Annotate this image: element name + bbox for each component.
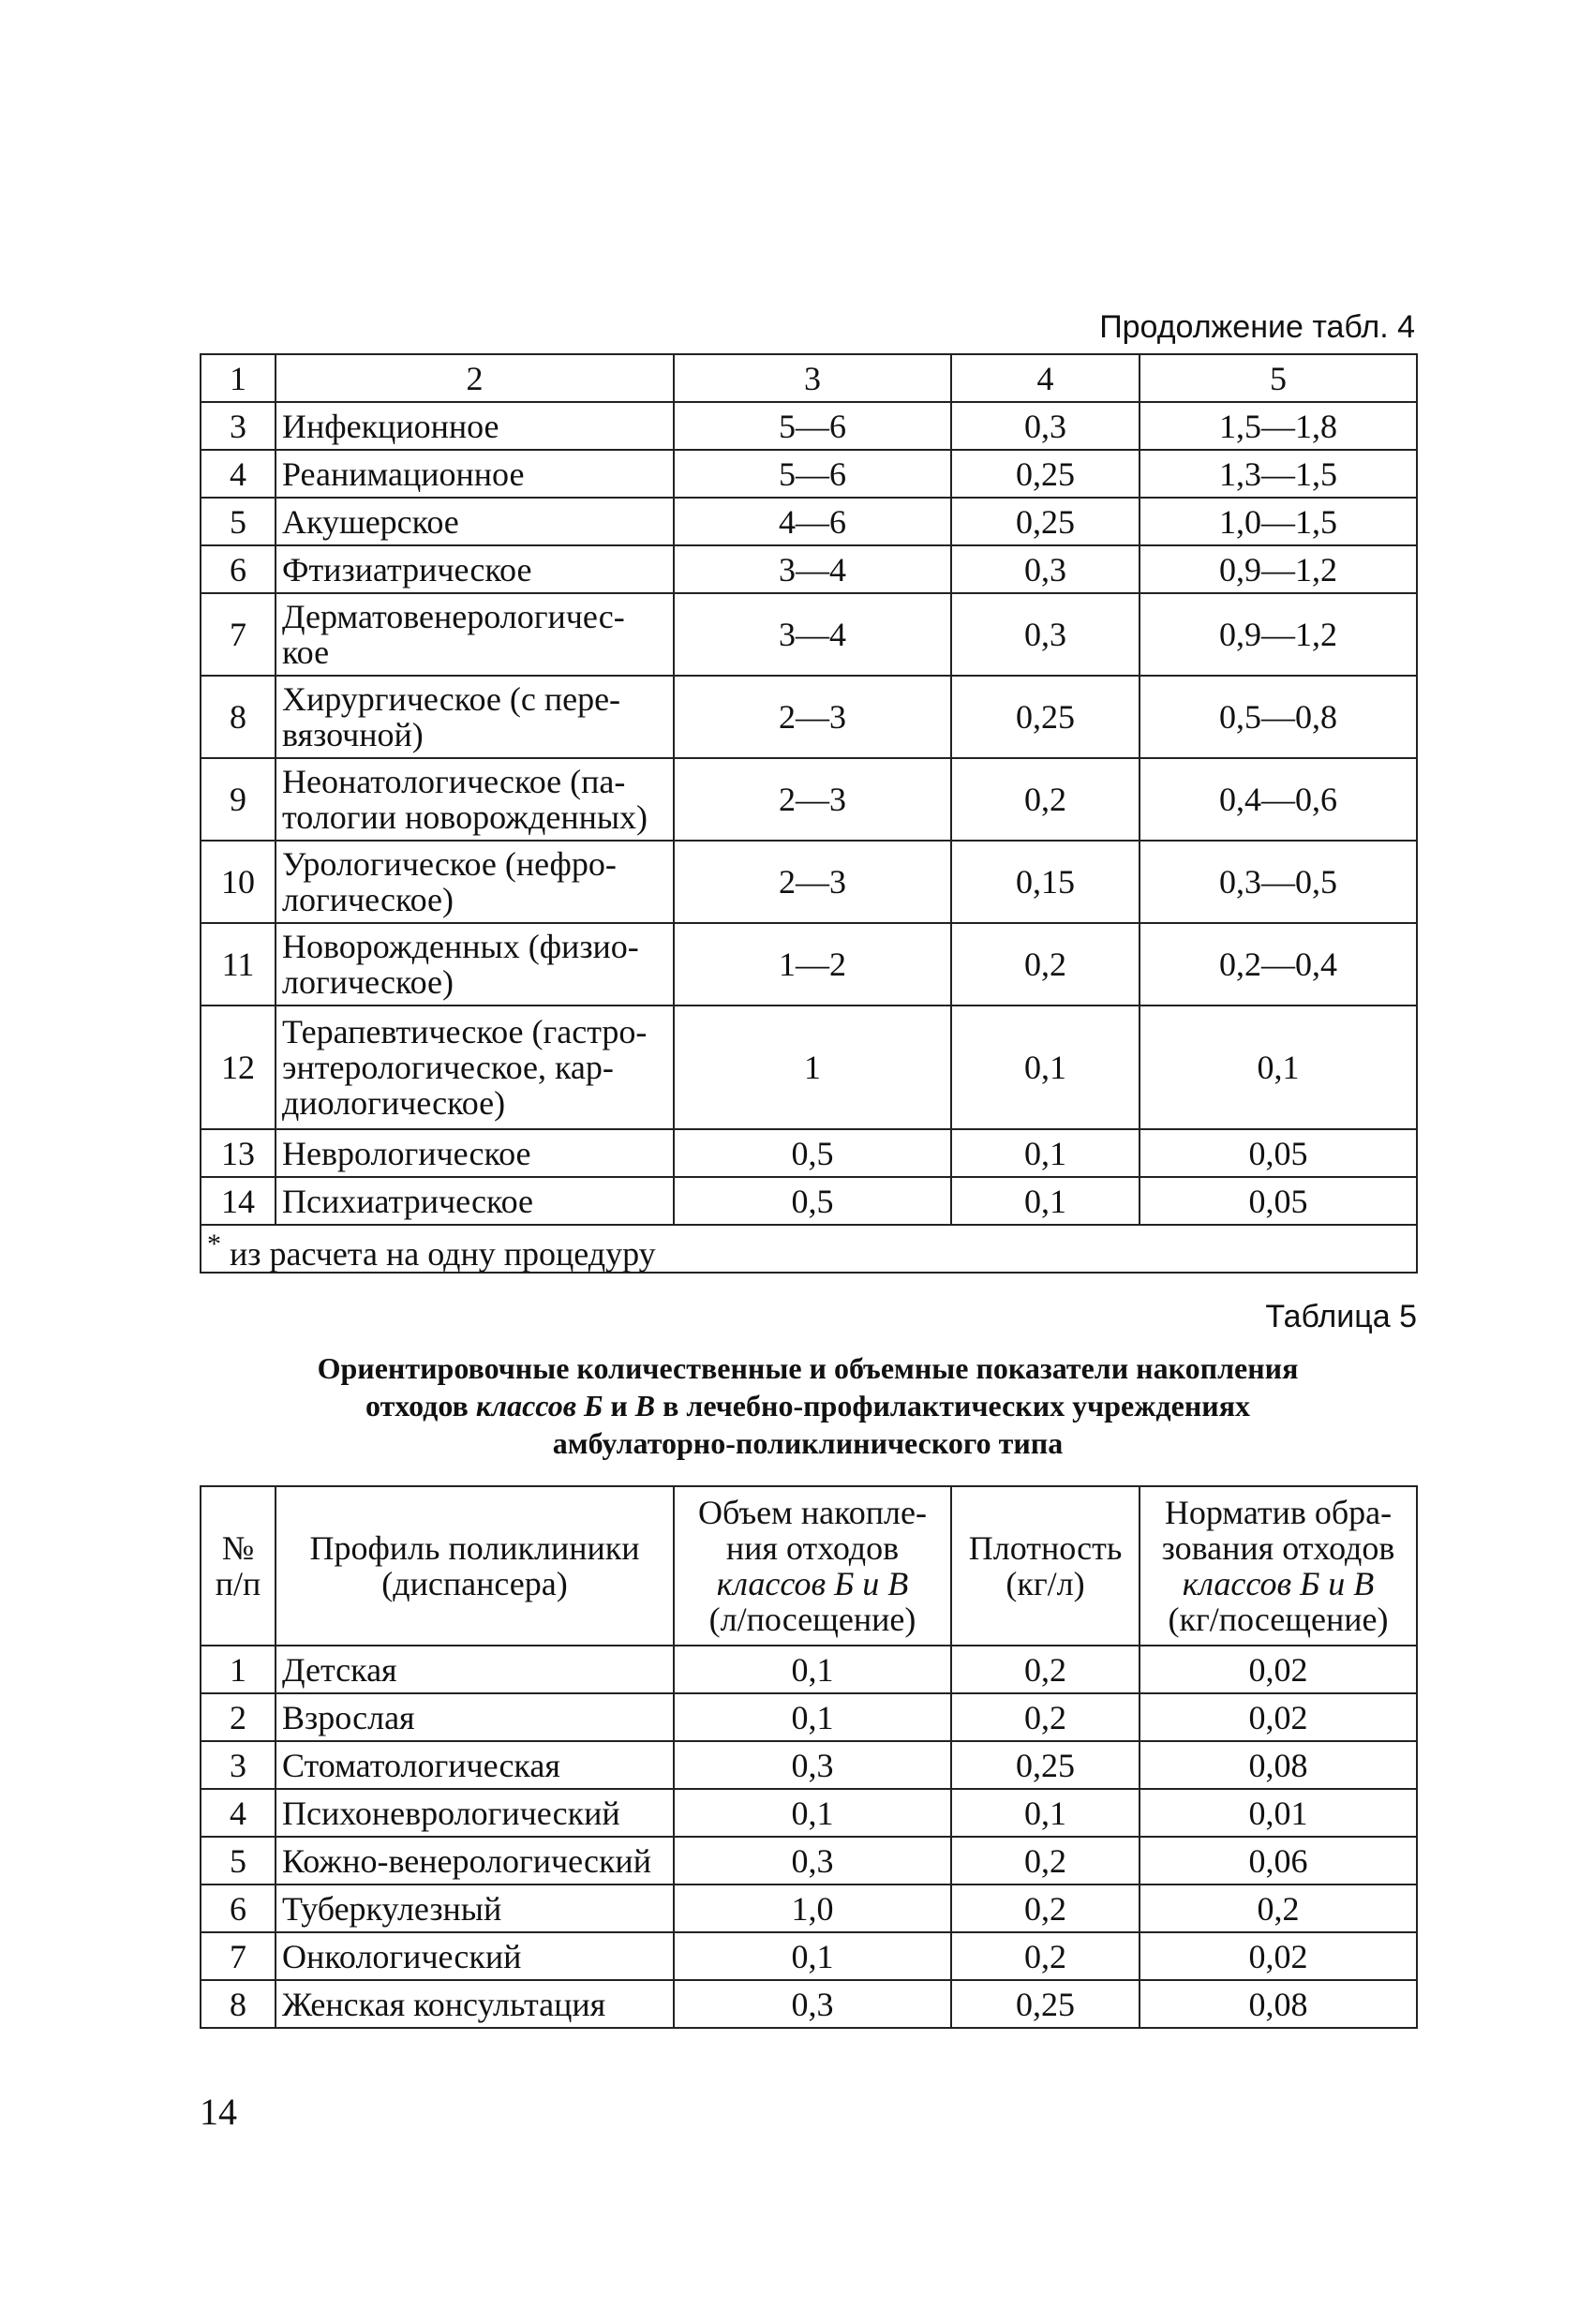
- row-number: 8: [201, 676, 276, 758]
- table-row: [201, 1177, 1417, 1225]
- table-5-header: [201, 1486, 1417, 1646]
- density-value: 0,2: [951, 1837, 1140, 1885]
- table-row: [201, 1789, 1417, 1837]
- col4-value: 0,1: [951, 1006, 1140, 1129]
- col4-value: 0,3: [951, 593, 1140, 676]
- col4-value: 0,25: [951, 450, 1140, 498]
- col5-value: 0,05: [1140, 1177, 1417, 1225]
- col4-value: 0,3: [951, 545, 1140, 593]
- row-number: 2: [201, 1693, 276, 1741]
- col3-value: 5—6: [674, 402, 951, 450]
- col4-value: 0,3: [951, 402, 1140, 450]
- col5-value: 0,5—0,8: [1140, 676, 1417, 758]
- col3-value: 0,5: [674, 1129, 951, 1177]
- department-name: [276, 593, 674, 676]
- norm-value: 0,08: [1140, 1741, 1417, 1789]
- table-5: [200, 1485, 1418, 2029]
- norm-value: 0,08: [1140, 1980, 1417, 2028]
- name-line: логическое): [282, 881, 454, 918]
- department-name: Акушерское: [276, 498, 674, 545]
- name-line: Дерматовенерологичес-: [282, 598, 625, 635]
- norm-value: 0,02: [1140, 1646, 1417, 1693]
- clinic-profile: Детская: [276, 1646, 674, 1693]
- row-number: 5: [201, 498, 276, 545]
- header-profile: Профиль поликлиники (диспансера): [276, 1486, 674, 1646]
- name-line: Новорожденных (физио-: [282, 928, 639, 965]
- table-row: [201, 1646, 1417, 1693]
- row-number: 12: [201, 1006, 276, 1129]
- row-number: 6: [201, 545, 276, 593]
- table-footnote-row: [201, 1225, 1417, 1273]
- name-line: кое: [282, 633, 330, 671]
- table-row: [201, 1837, 1417, 1885]
- row-number: 10: [201, 841, 276, 923]
- table-row: [201, 841, 1417, 923]
- col5-value: 0,9—1,2: [1140, 545, 1417, 593]
- col4-value: 0,2: [951, 758, 1140, 841]
- department-name: [276, 676, 674, 758]
- col5-value: 0,4—0,6: [1140, 758, 1417, 841]
- col3-value: 1—2: [674, 923, 951, 1006]
- name-line: вязочной): [282, 716, 424, 753]
- col-num-4: 4: [951, 354, 1140, 402]
- table-row: [201, 498, 1417, 545]
- department-name: [276, 1006, 674, 1129]
- footnote: [201, 1225, 1417, 1273]
- row-number: 7: [201, 1932, 276, 1980]
- clinic-profile: Психоневрологический: [276, 1789, 674, 1837]
- table-row: [201, 1741, 1417, 1789]
- name-line: Урологическое (нефро-: [282, 845, 617, 883]
- name-line: логическое): [282, 963, 454, 1001]
- header-volume: Объем накопле- ния отходов классов Б и В (л/посещение): [674, 1486, 951, 1646]
- density-value: 0,2: [951, 1932, 1140, 1980]
- name-line: Хирургическое (с пере-: [282, 680, 621, 718]
- volume-value: 0,1: [674, 1693, 951, 1741]
- department-name: Фтизиатрическое: [276, 545, 674, 593]
- row-number: 13: [201, 1129, 276, 1177]
- clinic-profile: Кожно-венерологический: [276, 1837, 674, 1885]
- col4-value: 0,15: [951, 841, 1140, 923]
- volume-value: 0,3: [674, 1837, 951, 1885]
- department-name: [276, 923, 674, 1006]
- department-name: Психиатрическое: [276, 1177, 674, 1225]
- clinic-profile: Женская консультация: [276, 1980, 674, 2028]
- col4-value: 0,2: [951, 923, 1140, 1006]
- table-row: [201, 1885, 1417, 1932]
- clinic-profile: Стоматологическая: [276, 1741, 674, 1789]
- col3-value: 2—3: [674, 758, 951, 841]
- header-number: № п/п: [201, 1486, 276, 1646]
- row-number: 6: [201, 1885, 276, 1932]
- table-row: [201, 1129, 1417, 1177]
- volume-value: 1,0: [674, 1885, 951, 1932]
- col3-value: 4—6: [674, 498, 951, 545]
- header-norm: Норматив обра- зования отходов классов Б и В (кг/посещение): [1140, 1486, 1417, 1646]
- col3-value: 3—4: [674, 593, 951, 676]
- table-row: [201, 1932, 1417, 1980]
- row-number: 5: [201, 1837, 276, 1885]
- volume-value: 0,3: [674, 1980, 951, 2028]
- volume-value: 0,1: [674, 1646, 951, 1693]
- row-number: 14: [201, 1177, 276, 1225]
- norm-value: 0,01: [1140, 1789, 1417, 1837]
- col4-value: 0,1: [951, 1177, 1140, 1225]
- row-number: 9: [201, 758, 276, 841]
- table-row: [201, 545, 1417, 593]
- department-name: [276, 758, 674, 841]
- title-line-1: Ориентировочные количественные и объемные показатели накопления: [317, 1351, 1299, 1385]
- table-row: [201, 1006, 1417, 1129]
- table-row: [201, 450, 1417, 498]
- volume-value: 0,3: [674, 1741, 951, 1789]
- col-num-1: 1: [201, 354, 276, 402]
- norm-value: 0,02: [1140, 1693, 1417, 1741]
- table-row: [201, 593, 1417, 676]
- col3-value: 1: [674, 1006, 951, 1129]
- page-number: 14: [200, 2091, 237, 2133]
- row-number: 11: [201, 923, 276, 1006]
- volume-value: 0,1: [674, 1932, 951, 1980]
- volume-value: 0,1: [674, 1789, 951, 1837]
- table-row: [201, 758, 1417, 841]
- col5-value: 0,05: [1140, 1129, 1417, 1177]
- header-density: Плотность (кг/л): [951, 1486, 1140, 1646]
- density-value: 0,25: [951, 1741, 1140, 1789]
- norm-value: 0,06: [1140, 1837, 1417, 1885]
- row-number: 8: [201, 1980, 276, 2028]
- density-value: 0,2: [951, 1693, 1140, 1741]
- row-number: 1: [201, 1646, 276, 1693]
- table-row: [201, 676, 1417, 758]
- department-name: Инфекционное: [276, 402, 674, 450]
- col3-value: 2—3: [674, 676, 951, 758]
- table-row: [201, 402, 1417, 450]
- col5-value: 0,1: [1140, 1006, 1417, 1129]
- col4-value: 0,25: [951, 498, 1140, 545]
- col5-value: 1,5—1,8: [1140, 402, 1417, 450]
- clinic-profile: Взрослая: [276, 1693, 674, 1741]
- row-number: 3: [201, 402, 276, 450]
- title-line-3: амбулаторно-поликлинического типа: [552, 1426, 1064, 1460]
- col3-value: 3—4: [674, 545, 951, 593]
- footnote-mark: *: [207, 1228, 221, 1259]
- col-num-2: 2: [276, 354, 674, 402]
- continuation-label: Продолжение табл. 4: [1099, 309, 1415, 345]
- clinic-profile: Онкологический: [276, 1932, 674, 1980]
- density-value: 0,25: [951, 1980, 1140, 2028]
- name-line: энтерологическое, кар-: [282, 1049, 614, 1086]
- col5-value: 0,3—0,5: [1140, 841, 1417, 923]
- col3-value: 0,5: [674, 1177, 951, 1225]
- table-4-column-numbers: [201, 354, 1417, 402]
- table-row: [201, 1693, 1417, 1741]
- row-number: 3: [201, 1741, 276, 1789]
- table-row: [201, 923, 1417, 1006]
- row-number: 4: [201, 1789, 276, 1837]
- row-number: 4: [201, 450, 276, 498]
- col-num-3: 3: [674, 354, 951, 402]
- table-4-continuation: [200, 353, 1418, 1274]
- table-row: [201, 1980, 1417, 2028]
- norm-value: 0,02: [1140, 1932, 1417, 1980]
- col5-value: 0,2—0,4: [1140, 923, 1417, 1006]
- col-num-5: 5: [1140, 354, 1417, 402]
- norm-value: 0,2: [1140, 1885, 1417, 1932]
- col4-value: 0,1: [951, 1129, 1140, 1177]
- col3-value: 5—6: [674, 450, 951, 498]
- col3-value: 2—3: [674, 841, 951, 923]
- department-name: Неврологическое: [276, 1129, 674, 1177]
- row-number: 7: [201, 593, 276, 676]
- name-line: диологическое): [282, 1084, 506, 1122]
- title-line-2: отходов классов Б и В в лечебно-профилактических учреждениях: [365, 1389, 1250, 1423]
- department-name: Реанимационное: [276, 450, 674, 498]
- density-value: 0,2: [951, 1885, 1140, 1932]
- density-value: 0,2: [951, 1646, 1140, 1693]
- table-5-title: [200, 1349, 1416, 1462]
- table-5-label: Таблица 5: [1265, 1299, 1417, 1334]
- name-line: тологии новорожденных): [282, 798, 648, 836]
- name-line: Неонатологическое (па-: [282, 763, 626, 800]
- footnote-text: из расчета на одну процедуру: [230, 1234, 656, 1273]
- col5-value: 0,9—1,2: [1140, 593, 1417, 676]
- col5-value: 1,3—1,5: [1140, 450, 1417, 498]
- department-name: [276, 841, 674, 923]
- clinic-profile: Туберкулезный: [276, 1885, 674, 1932]
- name-line: Терапевтическое (гастро-: [282, 1013, 648, 1050]
- col5-value: 1,0—1,5: [1140, 498, 1417, 545]
- density-value: 0,1: [951, 1789, 1140, 1837]
- col4-value: 0,25: [951, 676, 1140, 758]
